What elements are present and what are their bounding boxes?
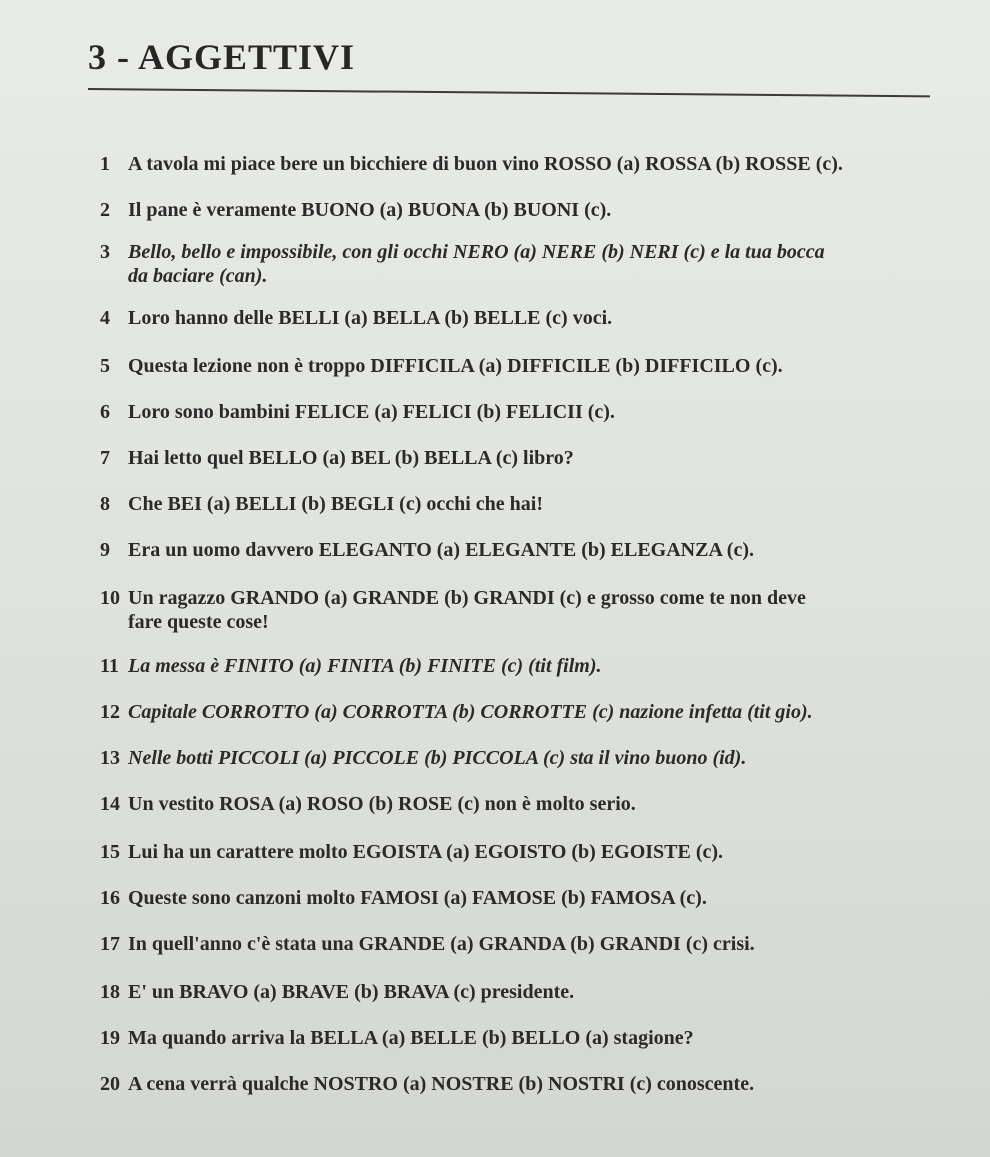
- page-title: 3 - AGGETTIVI: [88, 37, 356, 77]
- question-text: Un ragazzo GRANDO (a) GRANDE (b) GRANDI (c) e grosso come te non deve: [128, 587, 806, 609]
- question-text: Il pane è veramente BUONO (a) BUONA (b) BUONI (c).: [128, 199, 612, 221]
- question-15: [100, 840, 723, 864]
- question-text: Un vestito ROSA (a) ROSO (b) ROSE (c) non è molto serio.: [128, 793, 636, 815]
- question-number: 8: [100, 493, 110, 515]
- question-number: 5: [100, 355, 110, 377]
- question-text: A cena verrà qualche NOSTRO (a) NOSTRE (b) NOSTRI (c) conoscente.: [128, 1073, 755, 1095]
- question-text: Loro hanno delle BELLI (a) BELLA (b) BELLE (c) voci.: [128, 307, 613, 329]
- question-number: 15: [100, 841, 120, 863]
- question-number: 11: [100, 655, 119, 677]
- question-2: [100, 198, 611, 222]
- question-number: 20: [100, 1073, 120, 1095]
- question-number: 4: [100, 307, 110, 329]
- title-underline: [88, 88, 930, 97]
- question-text: Capitale CORROTTO (a) CORROTTA (b) CORROTTE (c) nazione infetta (tit gio).: [128, 701, 813, 723]
- question-7: [100, 446, 574, 470]
- question-text: Nelle botti PICCOLI (a) PICCOLE (b) PICCOLA (c) sta il vino buono (id).: [128, 747, 747, 769]
- question-17: [100, 932, 755, 956]
- question-number: 7: [100, 447, 110, 469]
- question-number: 3: [100, 241, 110, 263]
- question-12: [100, 700, 813, 724]
- question-text: Che BEI (a) BELLI (b) BEGLI (c) occhi che hai!: [128, 493, 544, 515]
- question-18: [100, 980, 574, 1004]
- question-4: [100, 306, 612, 330]
- question-14: [100, 792, 636, 816]
- question-6: [100, 400, 615, 424]
- question-text-continuation: fare queste cose!: [128, 611, 269, 633]
- question-text: E' un BRAVO (a) BRAVE (b) BRAVA (c) presidente.: [128, 981, 575, 1003]
- question-text: Lui ha un carattere molto EGOISTA (a) EGOISTO (b) EGOISTE (c).: [128, 841, 724, 863]
- question-number: 19: [100, 1027, 120, 1049]
- question-text: In quell'anno c'è stata una GRANDE (a) GRANDA (b) GRANDI (c) crisi.: [128, 933, 755, 955]
- question-9: [100, 538, 754, 562]
- question-text: Bello, bello e impossibile, con gli occhi NERO (a) NERE (b) NERI (c) e la tua bocca: [128, 241, 825, 263]
- question-number: 10: [100, 587, 120, 609]
- question-text: A tavola mi piace bere un bicchiere di buon vino ROSSO (a) ROSSA (b) ROSSE (c).: [128, 153, 843, 175]
- question-16: [100, 886, 707, 910]
- question-number: 14: [100, 793, 120, 815]
- question-number: 9: [100, 539, 110, 561]
- question-number: 16: [100, 887, 120, 909]
- question-3: [100, 240, 825, 288]
- question-number: 12: [100, 701, 120, 723]
- question-20: [100, 1072, 754, 1096]
- question-number: 1: [100, 153, 110, 175]
- question-text: Ma quando arriva la BELLA (a) BELLE (b) BELLO (a) stagione?: [128, 1027, 694, 1049]
- question-11: [100, 654, 602, 678]
- question-13: [100, 746, 746, 770]
- question-number: 17: [100, 933, 120, 955]
- question-text: Loro sono bambini FELICE (a) FELICI (b) FELICII (c).: [128, 401, 615, 423]
- question-text: Queste sono canzoni molto FAMOSI (a) FAMOSE (b) FAMOSA (c).: [128, 887, 707, 909]
- question-5: [100, 354, 783, 378]
- question-text: Questa lezione non è troppo DIFFICILA (a) DIFFICILE (b) DIFFICILO (c).: [128, 355, 783, 377]
- question-text: Hai letto quel BELLO (a) BEL (b) BELLA (c) libro?: [128, 447, 574, 469]
- question-text: Era un uomo davvero ELEGANTO (a) ELEGANTE (b) ELEGANZA (c).: [128, 539, 755, 561]
- question-text-continuation: da baciare (can).: [128, 265, 268, 287]
- question-1: [100, 152, 843, 176]
- question-10: [100, 586, 806, 634]
- question-number: 13: [100, 747, 120, 769]
- question-number: 18: [100, 981, 120, 1003]
- question-number: 2: [100, 199, 110, 221]
- question-number: 6: [100, 401, 110, 423]
- question-19: [100, 1026, 694, 1050]
- question-8: [100, 492, 543, 516]
- question-text: La messa è FINITO (a) FINITA (b) FINITE (c) (tit film).: [128, 655, 602, 677]
